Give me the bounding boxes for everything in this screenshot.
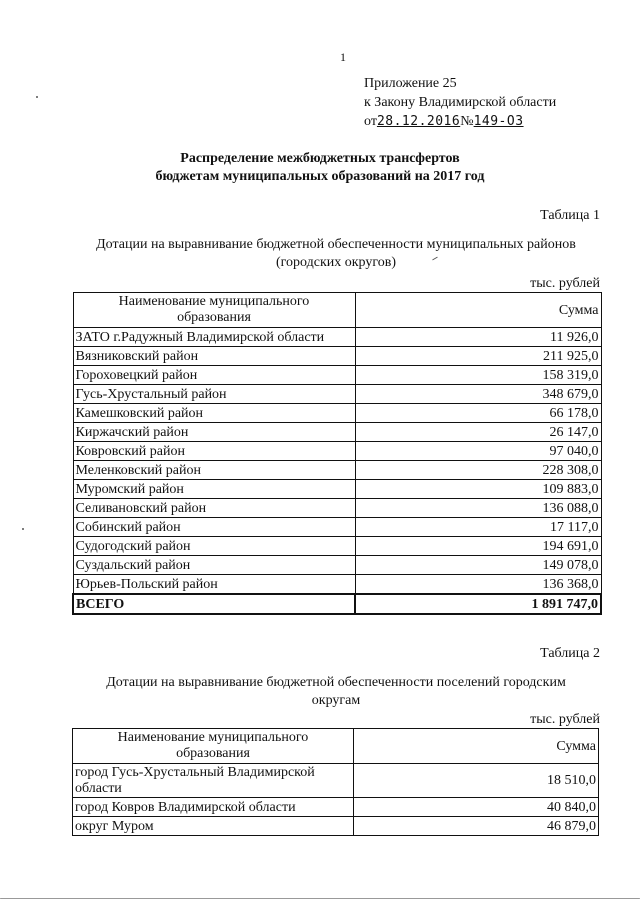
table1-header-row [73,293,601,328]
row-sum: 11 926,0 [355,328,601,347]
table1-label: Таблица 1 [540,208,600,223]
table-row [73,556,601,575]
table-row [73,518,601,537]
appendix-header [364,74,556,131]
row-name: Меленковский район [73,461,355,480]
row-name: Камешковский район [73,404,355,423]
table2-col-name-line-2: образования [176,746,250,761]
row-sum: 46 879,0 [354,817,599,836]
table-row [73,385,601,404]
scan-edge-line [0,898,640,899]
row-name [73,764,354,798]
table1-total-row [73,594,601,614]
row-sum: 17 117,0 [355,518,601,537]
row-name: город Ковров Владимирской области [73,798,354,817]
table-row [73,575,601,595]
table-row [73,817,599,836]
table1-caption-line-2: (городских округов) [275,255,397,270]
table1-caption [72,236,600,272]
table-row [73,499,601,518]
table-row [73,798,599,817]
table-row [73,537,601,556]
table-row [73,480,601,499]
page-number: 1 [340,50,346,64]
document-title [100,150,540,186]
number-prefix: № [460,114,474,129]
row-name: Киржачский район [73,423,355,442]
table1-col-name [73,293,355,328]
title-line-2: бюджетам муниципальных образований на 2017 год [155,169,485,184]
law-reference: к Закону Владимирской области [364,95,557,110]
row-sum: 97 040,0 [355,442,601,461]
table-row [73,366,601,385]
row-name: Суздальский район [73,556,355,575]
row-name: ЗАТО г.Радужный Владимирской области [73,328,355,347]
law-number: 149-ОЗ [473,114,524,129]
table1-col-name-line-1: Наименование муниципального [118,294,310,309]
table2-caption-line-2: округам [311,693,361,708]
table2-label: Таблица 2 [540,646,600,661]
row-name-line-1: город Гусь-Хрустальный Владимирской [75,764,315,780]
law-date-line [364,112,556,131]
table1 [72,292,602,615]
table-row [73,764,599,798]
table2-caption [72,674,600,710]
title-line-1: Распределение межбюджетных трансфертов [180,151,460,166]
row-sum: 18 510,0 [354,764,599,798]
row-sum: 149 078,0 [355,556,601,575]
row-name: Селивановский район [73,499,355,518]
table2-col-name [73,729,354,764]
table2-caption-line-1: Дотации на выравнивание бюджетной обеспеченности поселений городским [106,675,566,690]
table2-col-sum: Сумма [354,729,599,764]
row-sum: 136 368,0 [355,575,601,595]
table1-units: тыс. рублей [530,276,600,291]
total-sum: 1 891 747,0 [355,594,601,614]
table-row [73,461,601,480]
total-label: ВСЕГО [73,594,355,614]
table1-caption-line-1: Дотации на выравнивание бюджетной обеспеченности муниципальных районов [96,237,576,252]
appendix-label: Приложение 25 [364,76,457,91]
table1-col-sum: Сумма [355,293,601,328]
row-sum: 228 308,0 [355,461,601,480]
row-sum: 194 691,0 [355,537,601,556]
table-row [73,442,601,461]
date-prefix: от [364,114,377,129]
row-sum: 40 840,0 [354,798,599,817]
row-sum: 158 319,0 [355,366,601,385]
table1-col-name-line-2: образования [177,310,251,325]
row-sum: 109 883,0 [355,480,601,499]
row-sum: 136 088,0 [355,499,601,518]
row-name: Собинский район [73,518,355,537]
row-name: Вязниковский район [73,347,355,366]
row-name: Юрьев-Польский район [73,575,355,595]
row-sum: 211 925,0 [355,347,601,366]
table-row [73,423,601,442]
scan-speck [22,528,24,530]
row-sum: 66 178,0 [355,404,601,423]
row-name: Ковровский район [73,442,355,461]
table-row [73,347,601,366]
row-name-line-2: области [75,780,122,796]
table2-col-name-line-1: Наименование муниципального [117,730,309,745]
law-date: 28.12.2016 [376,114,461,129]
table-row [73,404,601,423]
row-sum: 348 679,0 [355,385,601,404]
table2-units: тыс. рублей [530,712,600,727]
table2-header-row [73,729,599,764]
row-name: Судогодский район [73,537,355,556]
table-row [73,328,601,347]
row-sum: 26 147,0 [355,423,601,442]
table2 [72,728,599,836]
scan-speck [36,96,38,98]
row-name: Муромский район [73,480,355,499]
row-name: Гусь-Хрустальный район [73,385,355,404]
row-name: Гороховецкий район [73,366,355,385]
row-name: округ Муром [73,817,354,836]
